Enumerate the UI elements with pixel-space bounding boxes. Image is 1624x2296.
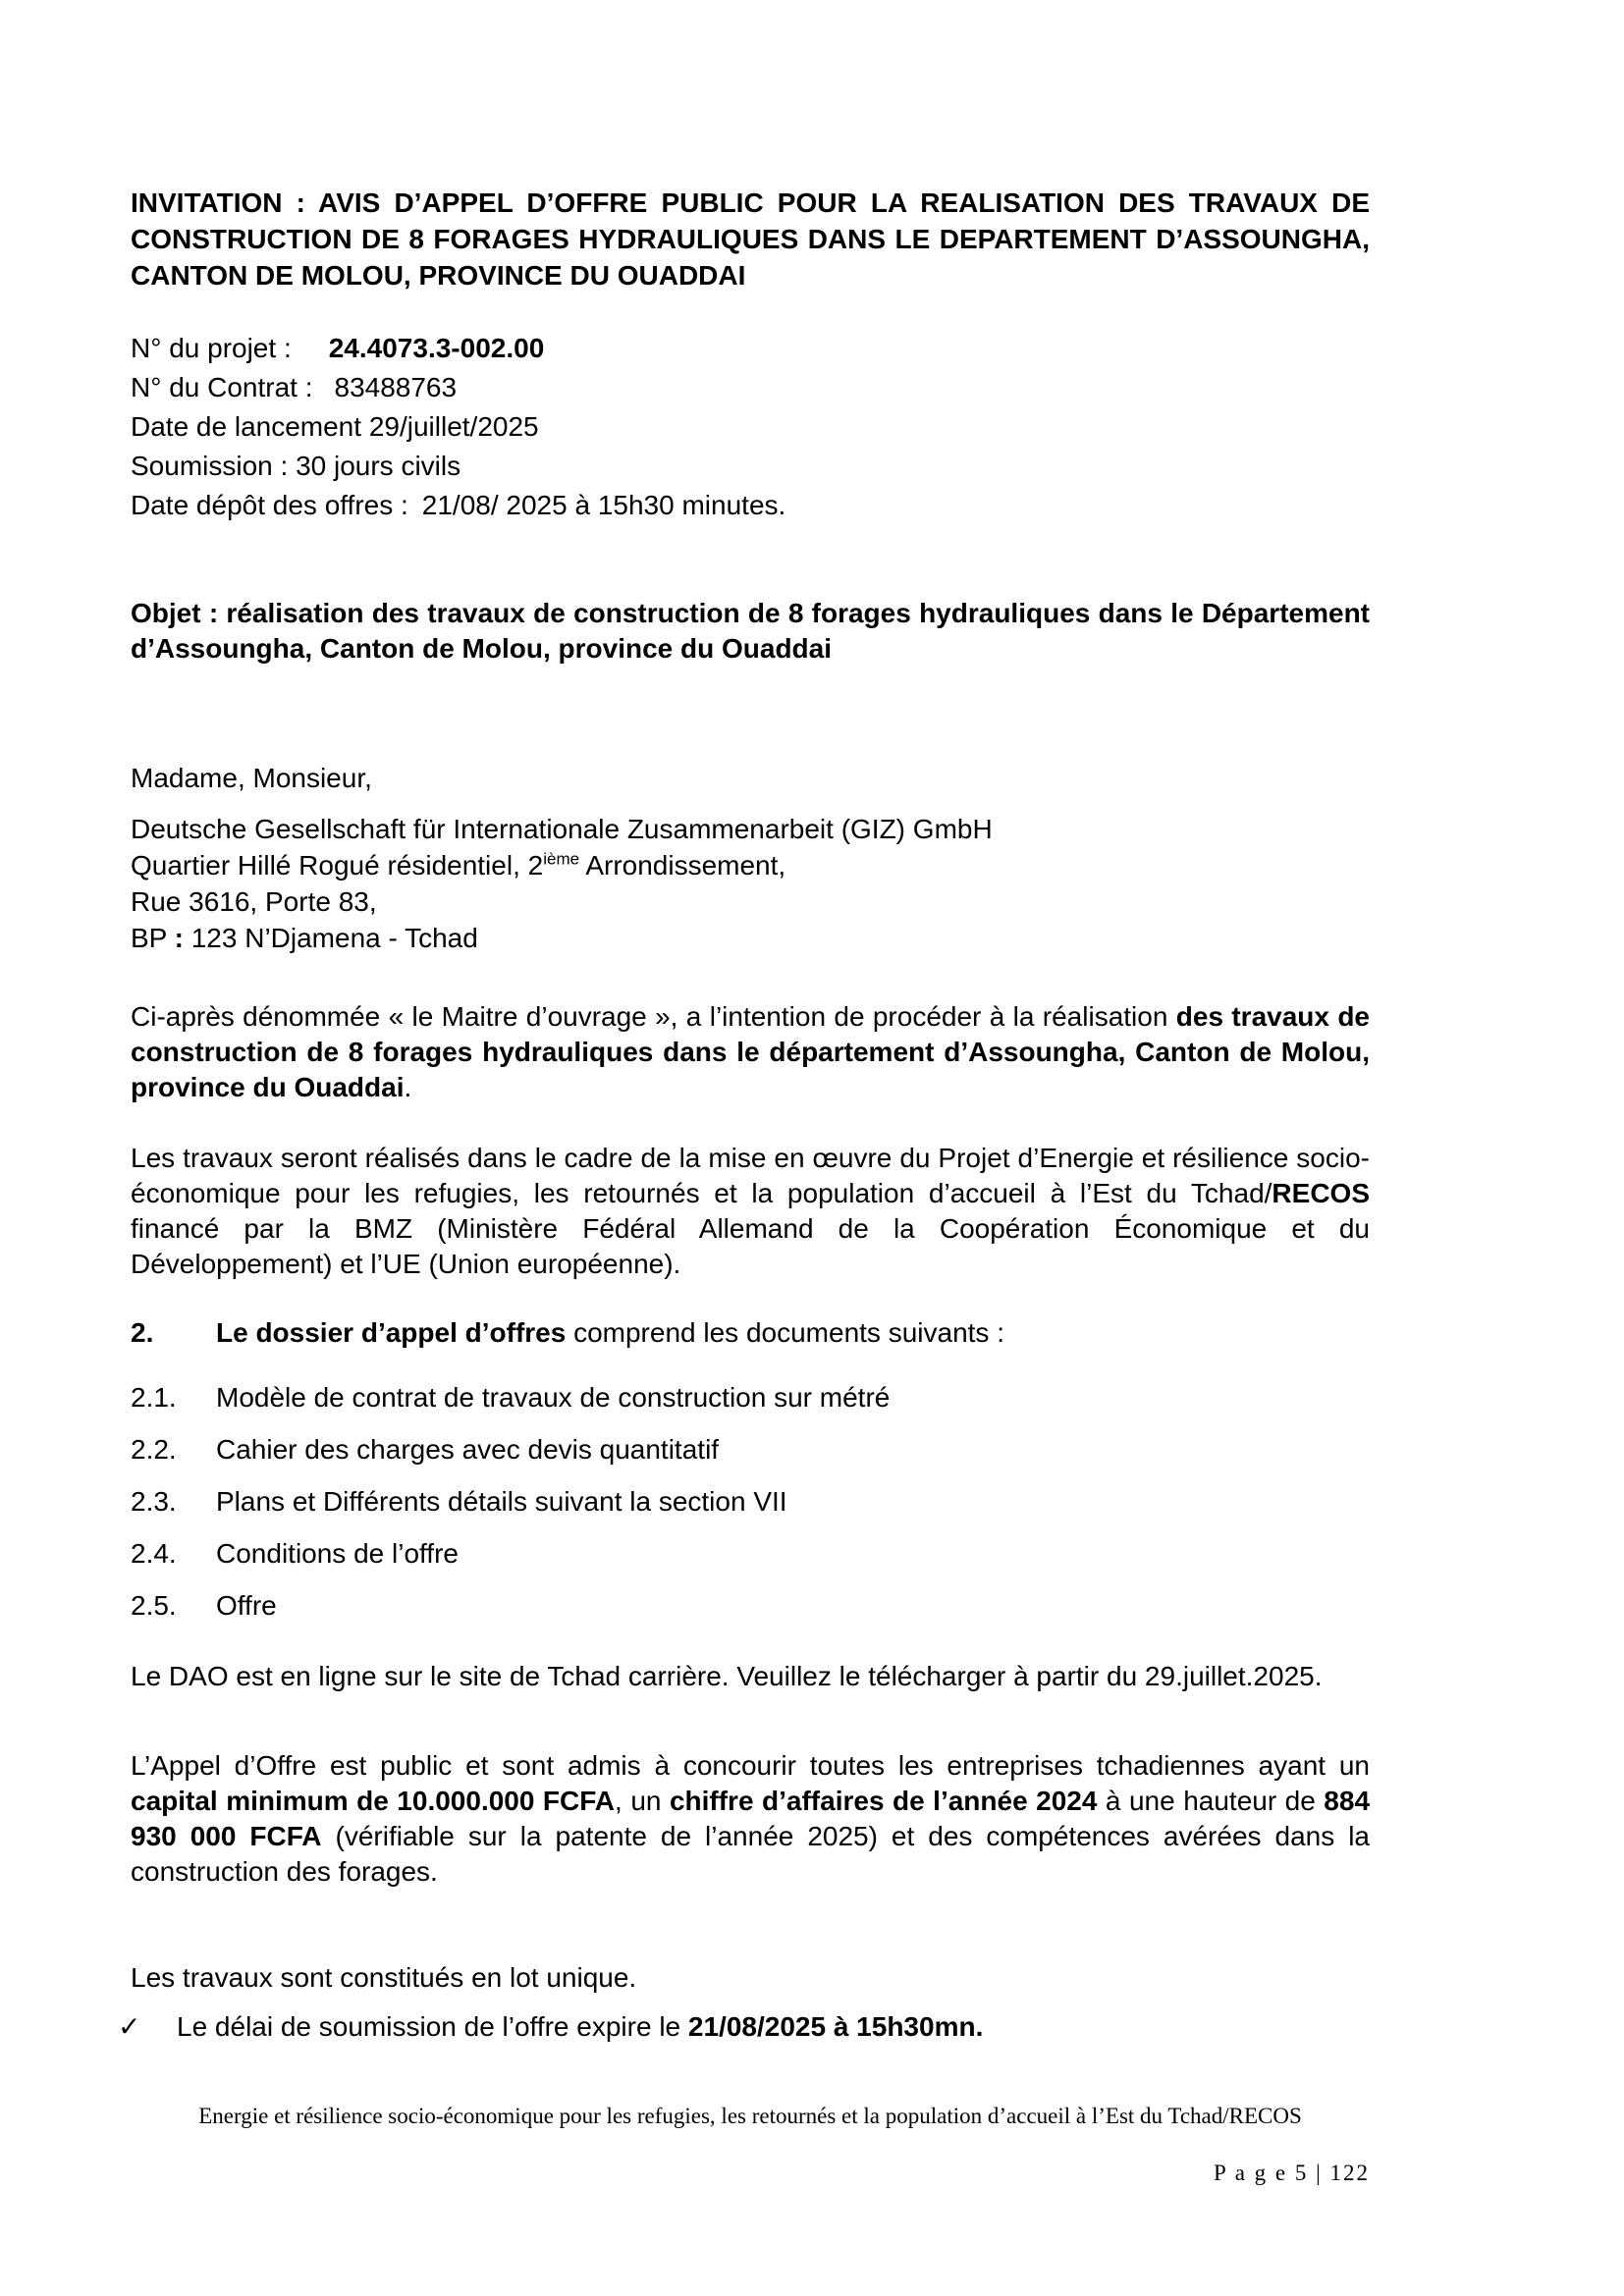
submission-line: Soumission : 30 jours civils	[131, 451, 461, 481]
project-meta-block	[131, 329, 1370, 525]
deadline-text: Le délai de soumission de l’offre expire le 21/08/2025 à 15h30mn.	[177, 2011, 984, 2042]
dao-paragraph: Le DAO est en ligne sur le site de Tchad carrière. Veuillez le télécharger à partir du 29.juillet.2025.	[131, 1661, 1323, 1691]
address-quartier: Quartier Hillé Rogué résidentiel, 2ième Arrondissement,	[131, 849, 786, 881]
address-street: Rue 3616, Porte 83,	[131, 886, 377, 917]
ordinal-superscript: ième	[543, 849, 580, 869]
deposit-date-value: 21/08/ 2025 à 15h30 minutes.	[421, 490, 786, 520]
document-title: INVITATION : AVIS D’APPEL D’OFFRE PUBLIC POUR LA REALISATION DES TRAVAUX DE CONSTRUCTION DE 8 FORAGES HYDRAULIQUES DANS LE DEPARTEMENT D’ASSOUNGHA, CANTON DE MOLOU, PROVINCE DU OUADDAI	[131, 187, 1370, 291]
section-2-number: 2.	[131, 1317, 154, 1348]
objet-paragraph: Objet : réalisation des travaux de construction de 8 forages hydrauliques dans le Département d’Assoungha, Canton de Molou, province du Ouaddai	[131, 598, 1370, 664]
intro-paragraph: Ci-après dénommée « le Maitre d’ouvrage », a l’intention de procéder à la réalisation des travaux de construction de 8 forages hydrauliques dans le département d’Assoungha, Canton de Molou, province du Ouaddai.	[131, 1001, 1370, 1102]
project-number-label: N° du projet :	[131, 333, 292, 363]
salutation: Madame, Monsieur,	[131, 763, 372, 793]
contract-number-label: N° du Contrat :	[131, 372, 313, 402]
contract-number-value: 83488763	[334, 372, 458, 402]
project-number-line	[131, 329, 1370, 368]
deposit-date-label: Date dépôt des offres :	[131, 490, 408, 520]
context-paragraph: Les travaux seront réalisés dans le cadre de la mise en œuvre du Projet d’Energie et résilience socio-économique pour les refugies, les retournés et la population d’accueil à l’Est du Tchad/RECOS financé par la BMZ (Ministère Fédéral Allemand de la Coopération Économique et du Développement) et l’UE (Union européenne).	[131, 1143, 1370, 1279]
list-item: 2.2. Cahier des charges avec devis quantitatif	[131, 1434, 720, 1465]
document-content	[118, 185, 1371, 2045]
list-item: 2.3. Plans et Différents détails suivant la section VII	[131, 1486, 787, 1517]
section-2-heading	[131, 1315, 1370, 1351]
section-2-text: Le dossier d’appel d’offres comprend les documents suivants :	[216, 1317, 1004, 1348]
checkmark-icon: ✓	[118, 2010, 141, 2043]
eligibility-paragraph: L’Appel d’Offre est public et sont admis à concourir toutes les entreprises tchadiennes ayant un capital minimum de 10.000.000 FCFA, un chiffre d’affaires de l’année 2024 à une hauteur de 884 930 000 FCFA (vérifiable sur la patente de l’année 2025) et des compétences avérées dans la construction des forages.	[131, 1750, 1371, 1887]
page-number: P a g e 5 | 122	[1214, 2161, 1370, 2185]
footer-project-line: Energie et résilience socio-économique pour les refugies, les retournés et la population d’accueil à l’Est du Tchad/RECOS	[198, 2104, 1302, 2128]
address-bp: BP : 123 N’Djamena - Tchad	[131, 923, 478, 953]
list-item: 2.5. Offre	[131, 1590, 277, 1621]
document-list	[131, 1380, 1370, 1624]
launch-date-line: Date de lancement 29/juillet/2025	[131, 411, 539, 442]
list-item: 2.1. Modèle de contrat de travaux de construction sur métré	[131, 1382, 891, 1413]
address-organization: Deutsche Gesellschaft für Internationale Zusammenarbeit (GIZ) GmbH	[131, 814, 993, 844]
project-number-value: 24.4073.3-002.00	[328, 333, 545, 363]
deposit-date-line	[131, 486, 1370, 525]
lot-paragraph: Les travaux sont constitués en lot unique.	[131, 1962, 637, 1993]
list-item: 2.4. Conditions de l’offre	[131, 1538, 459, 1569]
deadline-bullet	[118, 2009, 1370, 2045]
contract-number-line	[131, 368, 1370, 407]
address-block	[131, 811, 1370, 956]
